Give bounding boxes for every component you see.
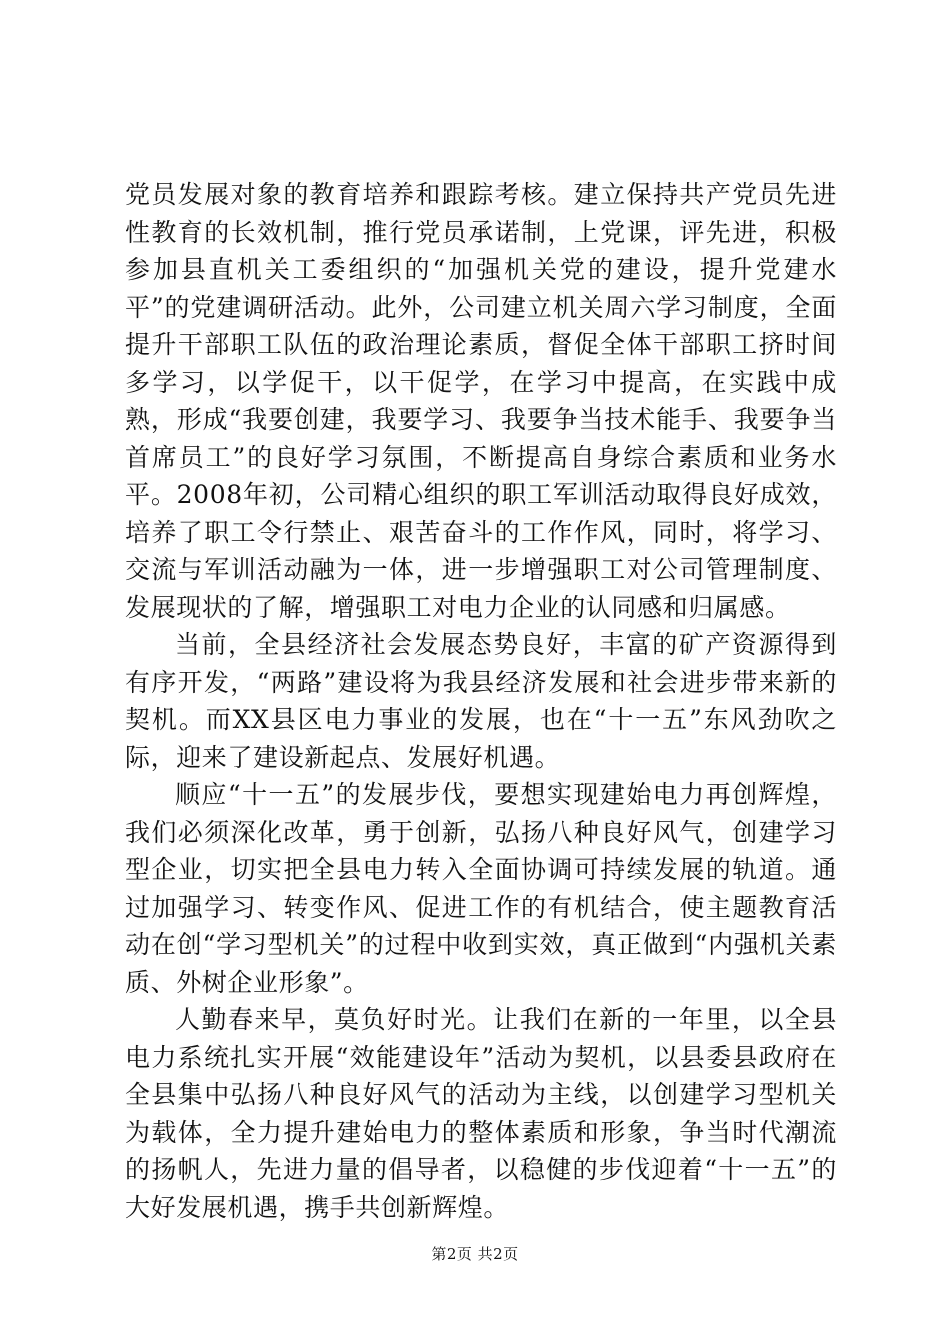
paragraph-2: 当前，全县经济社会发展态势良好，丰富的矿产资源得到有序开发，“两路”建设将为我县经济发展和社会进步带来新的契机。而XX县区电力事业的发展，也在“十一五”东风劲吹之际，迎来了建设新起点、发展好机遇。 [125, 630, 837, 772]
page-footer: 第2页 共2页 [431, 1245, 519, 1263]
paragraph-1: 党员发展对象的教育培养和跟踪考核。建立保持共产党员先进性教育的长效机制，推行党员承诺制，上党课，评先进，积极参加县直机关工委组织的“加强机关党的建设，提升党建水平”的党建调研活动。此外，公司建立机关周六学习制度，全面提升干部职工队伍的政治理论素质，督促全体干部职工挤时间多学习，以学促干，以干促学，在学习中提高，在实践中成熟，形成“我要创建，我要学习、我要争当技术能手、我要争当首席员工”的良好学习氛围，不断提高自身综合素质和业务水平。2008年初，公司精心组织的职工军训活动取得良好成效，培养了职工令行禁止、艰苦奋斗的工作作风，同时，将学习、交流与军训活动融为一体，进一步增强职工对公司管理制度、发展现状的了解，增强职工对电力企业的认同感和归属感。 [125, 180, 837, 622]
paragraph-4: 人勤春来早，莫负好时光。让我们在新的一年里，以全县电力系统扎实开展“效能建设年”活动为契机，以县委县政府在全县集中弘扬八种良好风气的活动为主线，以创建学习型机关为载体，全力提升建始电力的整体素质和形象，争当时代潮流的扬帆人，先进力量的倡导者，以稳健的步伐迎着“十一五”的大好发展机遇，携手共创新辉煌。 [125, 1005, 837, 1222]
document-body [125, 176, 837, 1226]
paragraph-3: 顺应“十一五”的发展步伐，要想实现建始电力再创辉煌，我们必须深化改革，勇于创新，弘扬八种良好风气，创建学习型企业，切实把全县电力转入全面协调可持续发展的轨道。通过加强学习、转变作风、促进工作的有机结合，使主题教育活动在创“学习型机关”的过程中收到实效，真正做到“内强机关素质、外树企业形象”。 [125, 780, 837, 997]
